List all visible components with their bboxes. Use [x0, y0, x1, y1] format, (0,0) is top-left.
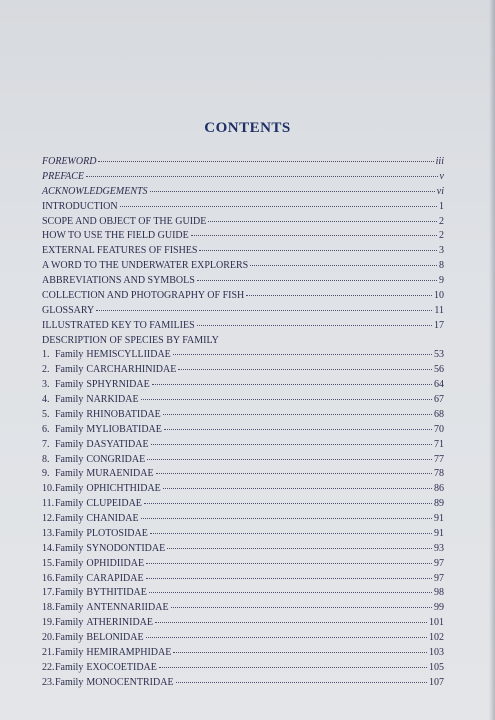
toc-entry-label: INTRODUCTION [42, 200, 118, 212]
toc-entry-label: PREFACE [42, 170, 85, 182]
family-entry[interactable] [42, 557, 444, 572]
dot-leader [246, 294, 432, 296]
family-entry-label [42, 467, 154, 482]
family-entry-label [42, 586, 147, 601]
toc-entry-label: GLOSSARY [42, 304, 95, 316]
family-number: 3. [42, 379, 50, 391]
toc-entry[interactable] [42, 185, 444, 200]
page-edge-shadow [489, 0, 495, 720]
family-prefix: Family [55, 632, 84, 643]
family-entry-page: 102 [429, 632, 444, 643]
toc-entry[interactable] [42, 170, 444, 185]
family-entry-page: 67 [434, 394, 444, 405]
dot-leader [167, 547, 432, 549]
family-entry-label [42, 482, 161, 497]
family-prefix: Family [55, 394, 84, 405]
family-prefix: Family [55, 423, 84, 435]
family-entry-page: 53 [434, 349, 444, 361]
dot-leader [171, 606, 432, 608]
family-entry-page: 64 [434, 379, 444, 391]
toc-entry-page: 10 [434, 289, 444, 301]
family-entry-label [42, 557, 144, 572]
family-entry-page: 98 [434, 587, 444, 599]
family-number: 15. [42, 557, 55, 569]
toc-entry[interactable] [42, 244, 444, 259]
dot-leader [146, 562, 432, 564]
family-prefix: Family [55, 408, 84, 420]
family-entry-page: 105 [429, 661, 444, 673]
family-number: 19. [42, 617, 55, 629]
family-entry-page: 56 [434, 364, 444, 376]
family-name: ATHERINIDAE [86, 617, 153, 629]
toc-entry-label: ABBREVIATIONS AND SYMBOLS [42, 275, 195, 286]
family-entry[interactable] [42, 586, 444, 601]
toc-entry-page: 9 [439, 275, 444, 286]
family-number: 10. [42, 483, 55, 495]
family-number: 11. [42, 498, 55, 510]
dot-leader [191, 234, 437, 236]
family-entry[interactable] [42, 661, 444, 676]
family-prefix: Family [55, 572, 84, 584]
family-name: HEMIRAMPHIDAE [86, 646, 172, 658]
family-prefix: Family [55, 646, 84, 658]
family-prefix: Family [55, 513, 84, 524]
family-entry-page: 93 [434, 542, 444, 554]
family-entry-page: 107 [429, 676, 444, 688]
family-prefix: Family [55, 453, 84, 465]
family-entry-label [42, 542, 165, 557]
family-entry[interactable] [42, 482, 444, 497]
family-entry[interactable] [42, 408, 444, 423]
family-entry[interactable] [42, 378, 444, 393]
dot-leader [250, 264, 437, 266]
toc-entry-label: FOREWORD [42, 156, 97, 167]
dot-leader [178, 368, 432, 370]
family-prefix: Family [55, 617, 84, 629]
family-entry[interactable] [42, 348, 444, 363]
toc-entry[interactable] [42, 274, 444, 289]
toc-entry-page: iii [435, 156, 444, 167]
family-entry[interactable] [42, 646, 444, 661]
dot-leader [197, 324, 432, 326]
family-entry-page: 86 [434, 483, 444, 495]
family-entry[interactable] [42, 438, 444, 453]
dot-leader [98, 160, 433, 162]
toc-entry-page: 17 [434, 319, 444, 331]
family-prefix: Family [55, 527, 84, 539]
family-entry-label [42, 423, 162, 438]
family-number: 5. [42, 408, 50, 420]
toc-entry-label: ACKNOWLEDGEMENTS [42, 185, 148, 197]
family-name: CARAPIDAE [86, 572, 144, 584]
family-entry[interactable] [42, 527, 444, 542]
family-number: 4. [42, 394, 50, 405]
family-entry-label [42, 512, 139, 527]
family-prefix: Family [55, 661, 84, 673]
toc-entry[interactable] [42, 200, 444, 215]
dot-leader [163, 487, 432, 489]
dot-leader [164, 428, 432, 430]
family-prefix: Family [55, 602, 84, 614]
dot-leader [96, 309, 432, 311]
family-name: MONOCENTRIDAE [86, 676, 174, 688]
family-entry[interactable] [42, 453, 444, 468]
family-entry[interactable] [42, 601, 444, 616]
toc-entry-page: vi [436, 185, 444, 197]
dot-leader [199, 249, 437, 251]
family-entry-label [42, 646, 171, 661]
toc-entry-page: 8 [439, 260, 444, 272]
toc-entry[interactable] [42, 289, 444, 304]
toc-entry[interactable] [42, 319, 444, 334]
family-number: 23. [42, 676, 55, 688]
family-entry-label [42, 631, 144, 646]
family-entry[interactable] [42, 467, 444, 482]
section-heading-label: DESCRIPTION OF SPECIES BY FAMILY [42, 334, 219, 346]
family-prefix: Family [55, 364, 84, 376]
family-entry-label [42, 616, 153, 631]
family-number: 21. [42, 646, 55, 658]
family-name: CHANIDAE [86, 513, 139, 524]
family-entry-label [42, 601, 169, 616]
toc-entry-label: A WORD TO THE UNDERWATER EXPLORERS [42, 260, 249, 272]
family-name: DASYATIDAE [86, 438, 149, 450]
family-entry[interactable] [42, 572, 444, 587]
family-entry[interactable] [42, 363, 444, 378]
family-entry[interactable] [42, 512, 444, 527]
family-number: 7. [42, 438, 50, 450]
family-entry-page: 71 [434, 438, 444, 450]
dot-leader [141, 398, 432, 400]
family-name: MURAENIDAE [86, 468, 154, 480]
dot-leader [176, 681, 427, 683]
family-entry[interactable] [42, 542, 444, 557]
dot-leader [159, 666, 427, 668]
dot-leader [173, 651, 427, 653]
family-number: 6. [42, 423, 50, 435]
toc-entry[interactable] [42, 155, 444, 170]
family-name: RHINOBATIDAE [86, 408, 161, 420]
dot-leader [208, 220, 437, 222]
toc-entry-page: 11 [434, 304, 444, 316]
family-prefix: Family [55, 438, 84, 450]
toc-entry[interactable] [42, 259, 444, 274]
family-name: OPHICHTHIDAE [86, 483, 161, 495]
family-number: 18. [42, 602, 55, 614]
family-entry-page: 89 [434, 498, 444, 510]
toc-entry-label: HOW TO USE THE FIELD GUIDE [42, 230, 189, 242]
dot-leader [150, 532, 432, 534]
family-name: NARKIDAE [86, 394, 139, 405]
toc-entry-label: ILLUSTRATED KEY TO FAMILIES [42, 319, 195, 331]
table-of-contents [42, 155, 444, 691]
dot-leader [155, 621, 427, 623]
toc-entry-label: SCOPE AND OBJECT OF THE GUIDE [42, 215, 207, 227]
family-entry-label [42, 378, 150, 393]
family-prefix: Family [55, 349, 84, 361]
family-entry-label [42, 661, 157, 676]
family-entry-page: 97 [434, 572, 444, 584]
family-name: SPHYRNIDAE [86, 379, 150, 391]
family-entry-page: 91 [434, 513, 444, 524]
family-number: 12. [42, 513, 55, 524]
family-entry-label [42, 497, 142, 512]
dot-leader [173, 353, 432, 355]
family-name: MYLIOBATIDAE [86, 423, 162, 435]
family-prefix: Family [55, 498, 84, 510]
family-entry-label [42, 453, 145, 468]
family-entry-label [42, 393, 139, 408]
page-title: CONTENTS [204, 120, 291, 136]
family-name: CONGRIDAE [86, 453, 146, 465]
family-entry[interactable] [42, 423, 444, 438]
dot-leader [149, 591, 432, 593]
family-number: 8. [42, 453, 50, 465]
family-number: 14. [42, 542, 55, 554]
toc-entry-page: 3 [439, 245, 444, 257]
family-name: ANTENNARIIDAE [86, 602, 169, 614]
family-entry-page: 101 [429, 617, 444, 629]
toc-entry-label: COLLECTION AND PHOTOGRAPHY OF FISH [42, 289, 245, 301]
family-entry-page: 78 [434, 468, 444, 480]
family-entry-page: 97 [434, 557, 444, 569]
family-entry[interactable] [42, 631, 444, 646]
dot-leader [146, 577, 432, 579]
section-heading [42, 334, 444, 349]
family-name: CARCHARHINIDAE [86, 364, 177, 376]
family-prefix: Family [55, 557, 84, 569]
family-name: PLOTOSIDAE [86, 527, 148, 539]
family-entry-label [42, 438, 149, 453]
dot-leader [156, 472, 432, 474]
family-name: HEMISCYLLIIDAE [86, 349, 171, 361]
family-name: OPHIDIIDAE [86, 557, 145, 569]
family-entry-label [42, 348, 171, 363]
dot-leader [151, 443, 432, 445]
family-entry[interactable] [42, 393, 444, 408]
toc-entry-page: 1 [439, 200, 444, 212]
family-entry-label [42, 527, 148, 542]
dot-leader [197, 279, 437, 281]
family-prefix: Family [55, 587, 84, 599]
family-prefix: Family [55, 468, 84, 480]
dot-leader [150, 190, 435, 192]
family-entry-label [42, 363, 176, 378]
family-entry[interactable] [42, 497, 444, 512]
family-number: 13. [42, 527, 55, 539]
dot-leader [141, 517, 432, 519]
dot-leader [146, 636, 427, 638]
dot-leader [147, 458, 432, 460]
family-number: 17. [42, 587, 55, 599]
family-number: 16. [42, 572, 55, 584]
family-entry-page: 103 [429, 646, 444, 658]
dot-leader [163, 413, 432, 415]
family-name: SYNODONTIDAE [86, 542, 166, 554]
family-entry-label [42, 572, 144, 587]
family-prefix: Family [55, 483, 84, 495]
family-entry-page: 70 [434, 423, 444, 435]
toc-entry[interactable] [42, 229, 444, 244]
toc-entry-page: 2 [439, 230, 444, 242]
dot-leader [86, 175, 438, 177]
family-entry-label [42, 408, 161, 423]
family-number: 22. [42, 661, 55, 673]
family-entry-page: 99 [434, 602, 444, 614]
family-prefix: Family [55, 379, 84, 391]
toc-entry-page: 2 [439, 215, 444, 227]
family-entry-label [42, 676, 174, 691]
family-name: CLUPEIDAE [86, 498, 142, 510]
family-name: BELONIDAE [86, 632, 144, 643]
family-entry-page: 77 [434, 453, 444, 465]
family-prefix: Family [55, 542, 84, 554]
family-number: 20. [42, 632, 55, 643]
family-entry[interactable] [42, 616, 444, 631]
family-entry-page: 68 [434, 408, 444, 420]
family-entry[interactable] [42, 676, 444, 691]
dot-leader [152, 383, 432, 385]
family-number: 9. [42, 468, 50, 480]
dot-leader [120, 205, 437, 207]
toc-entry-label: EXTERNAL FEATURES OF FISHES [42, 245, 198, 257]
family-name: BYTHITIDAE [86, 587, 147, 599]
family-name: EXOCOETIDAE [86, 661, 157, 673]
family-number: 2. [42, 364, 50, 376]
family-number: 1. [42, 349, 50, 361]
toc-entry[interactable] [42, 215, 444, 230]
family-entry-page: 91 [434, 527, 444, 539]
family-prefix: Family [55, 676, 84, 688]
toc-entry[interactable] [42, 304, 444, 319]
dot-leader [144, 502, 432, 504]
toc-entry-page: v [439, 170, 444, 182]
